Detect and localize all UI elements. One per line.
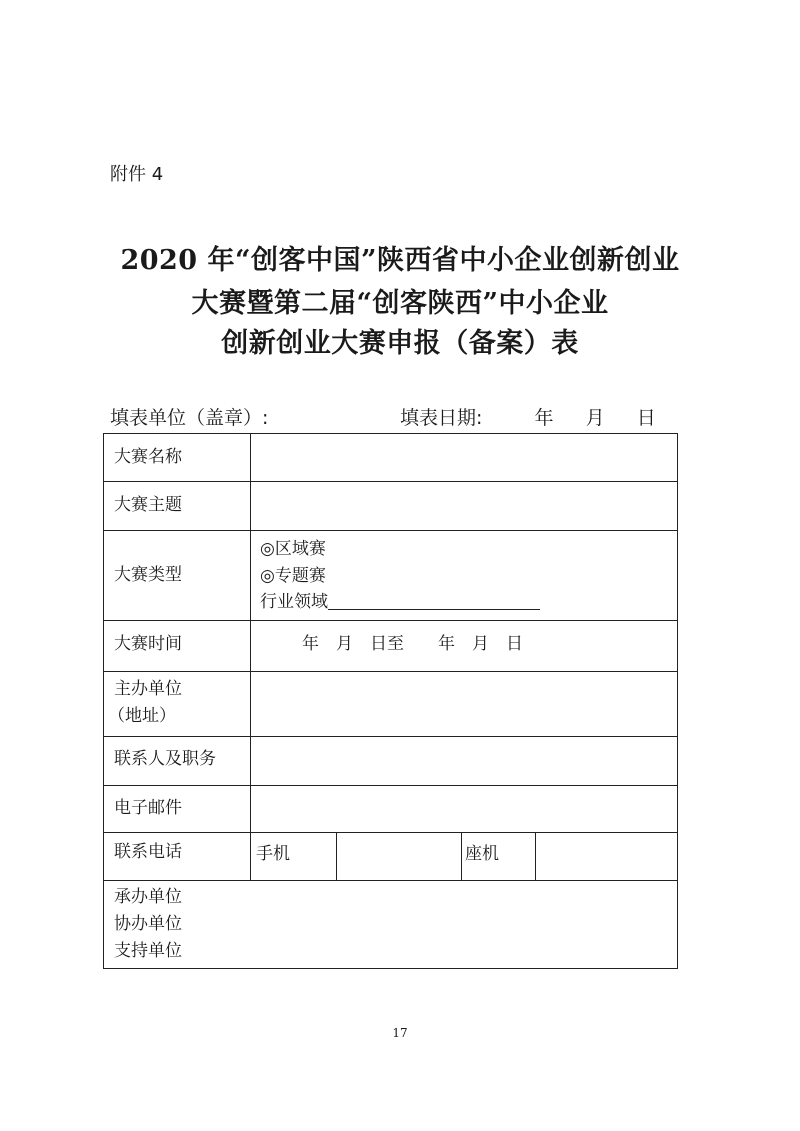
special-option[interactable]: ◎专题赛 <box>260 566 326 586</box>
co-organizer-label: 协办单位 <box>114 914 182 934</box>
competition-name-field[interactable] <box>254 436 674 479</box>
column-divider <box>250 434 251 880</box>
industry-blank[interactable] <box>328 591 540 610</box>
contact-person-label: 联系人及职务 <box>114 749 216 769</box>
application-form-table <box>103 433 678 969</box>
supporter-label: 支持单位 <box>114 941 182 961</box>
host-unit-label: 主办单位 <box>114 679 182 699</box>
competition-time-value[interactable]: 年 月 日至 年 月 日 <box>302 634 523 654</box>
email-field[interactable] <box>254 789 674 829</box>
row-divider <box>104 880 677 881</box>
column-divider <box>535 832 536 880</box>
competition-time-label: 大赛时间 <box>114 634 182 654</box>
row-divider <box>104 736 677 737</box>
row-divider <box>104 530 677 531</box>
form-title-line-1: 2020 年“创客中国”陕西省中小企业创新创业 <box>120 245 680 276</box>
host-unit-field[interactable] <box>254 676 674 732</box>
row-divider <box>104 620 677 621</box>
industry-field[interactable] <box>260 589 540 616</box>
competition-theme-field[interactable] <box>254 484 674 528</box>
attachment-label: 附件 4 <box>110 164 164 185</box>
filling-date <box>400 403 656 430</box>
contact-person-field[interactable] <box>254 740 674 782</box>
competition-theme-label: 大赛主题 <box>114 495 182 515</box>
row-divider <box>104 671 677 672</box>
filling-date-month: 月 <box>585 407 605 429</box>
organizers-field[interactable] <box>254 884 674 964</box>
filling-date-year: 年 <box>534 407 554 429</box>
filling-date-day: 日 <box>636 407 656 429</box>
form-title-line-2: 大赛暨第二届“创客陕西”中小企业 <box>191 288 609 319</box>
row-divider <box>104 785 677 786</box>
phone-label: 联系电话 <box>114 842 182 862</box>
filling-date-label: 填表日期: <box>400 407 483 429</box>
industry-label: 行业领域 <box>260 592 328 612</box>
column-divider <box>336 832 337 880</box>
column-divider <box>461 832 462 880</box>
row-divider <box>104 832 677 833</box>
filling-unit-label: 填表单位（盖章）: <box>110 407 269 429</box>
form-title-line-3: 创新创业大赛申报（备案）表 <box>221 328 579 359</box>
competition-name-label: 大赛名称 <box>114 447 182 467</box>
landline-label: 座机 <box>465 844 499 864</box>
page-number: 17 <box>392 1026 408 1040</box>
competition-type-label: 大赛类型 <box>114 565 182 585</box>
email-label: 电子邮件 <box>114 798 182 818</box>
mobile-label: 手机 <box>256 844 290 864</box>
regional-option[interactable]: ◎区域赛 <box>260 539 326 559</box>
host-address-label: （地址） <box>108 706 176 726</box>
mobile-field[interactable] <box>340 836 458 876</box>
organizer-label: 承办单位 <box>114 887 182 907</box>
landline-field[interactable] <box>539 836 674 876</box>
row-divider <box>104 481 677 482</box>
